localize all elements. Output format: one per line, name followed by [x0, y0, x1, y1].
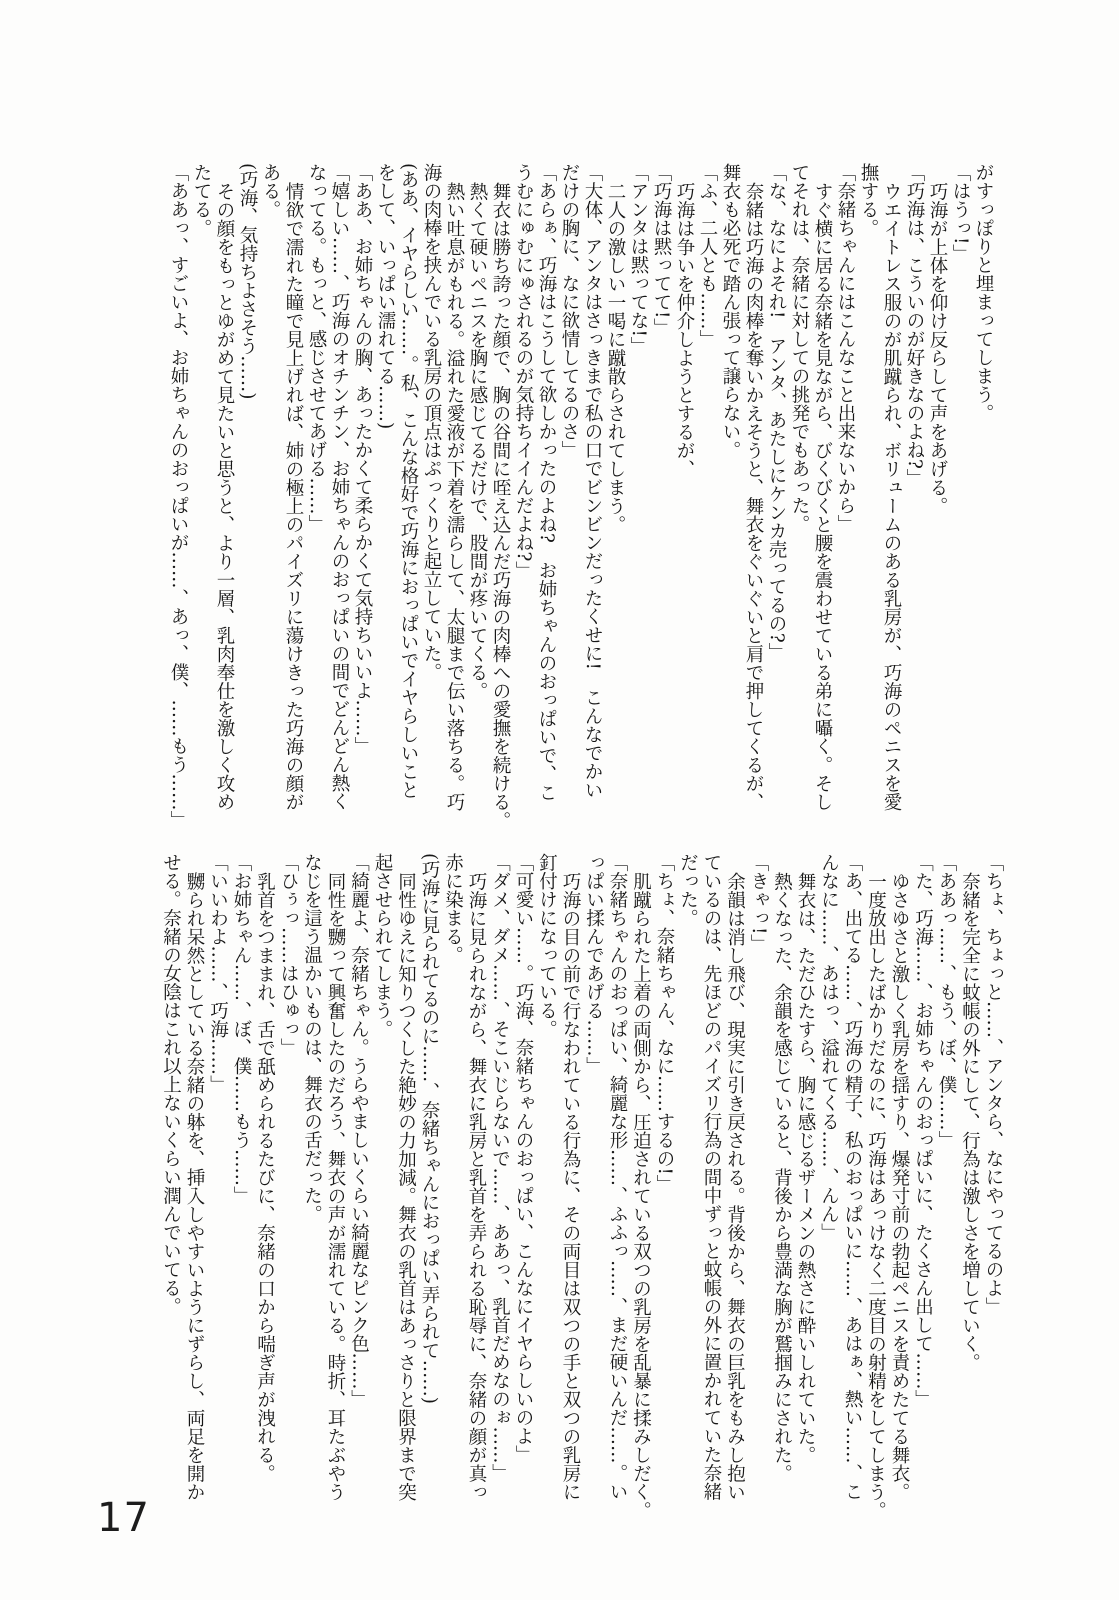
text-column: 熱くなった、余韻を感じていると、背後から豊満な胸が鷲掴みにされた。: [771, 871, 793, 1482]
text-column: てそれは、奈緒に対しての挑発でもあった。: [789, 163, 810, 533]
text-column: すぐ横に居る奈緒を見ながら、びくびくと腰を震わせている弟に囁く。そし: [812, 181, 833, 811]
text-column: 赤に染まる。: [442, 853, 464, 964]
text-column: 「きゃっ!」: [748, 853, 769, 953]
text-column: だった。: [677, 853, 699, 927]
text-column: 「大体、アンタはさっきまで私の口でビンビンだったくせに! こんなでかい: [582, 163, 603, 800]
text-column: 乳首をつままれ、舌で舐められるたびに、奈緒の口から喘ぎ声が洩れる。: [254, 871, 276, 1482]
text-column: (巧海に見られてるのに……、奈緒ちゃんにおっぱい弄られて……): [419, 853, 440, 1404]
text-column: 起させられてしまう。: [372, 853, 393, 1038]
text-column: をして、いっぱい濡れてる……): [375, 163, 396, 430]
text-column: 熱い吐息がもれる。溢れた愛液が下着を濡らして、太腿まで伝い落ちる。巧: [444, 181, 465, 811]
text-column: 「お姉ちゃん……、ぼ、僕……もう……」: [231, 853, 252, 1205]
text-column: 嬲られ呆然としている奈緒の躰を、挿入しやすいようにずらし、両足を開か: [184, 871, 205, 1501]
text-column: 余韻は消し飛び、現実に引き戻される。背後から、舞衣の巨乳をもみし抱い: [724, 871, 746, 1501]
text-column: ゆさゆさと激しく乳房を揺すり、爆発寸前の勃起ペニスを責めたてる舞衣。: [889, 871, 910, 1501]
text-column: 「綺麗よ、奈緒ちゃん。うらやましいくらい綺麗なピンク色……」: [348, 853, 370, 1408]
text-column: 奈緒は巧海の肉棒を奪いかえそうと、舞衣をぐいぐいと肩で押してくるが、: [743, 181, 764, 811]
text-column: その顔をもっとゆがめて見たいと思うと、より一層、乳肉奉仕を激しく攻め: [214, 181, 235, 811]
text-column: なってる。もっと、感じさせてあげる……」: [306, 163, 327, 533]
text-column: 舞衣も必死で踏ん張って譲らない。: [720, 163, 741, 459]
text-column: 「巧海は黙ってて!」: [651, 163, 672, 337]
text-column: 奈緒を完全に蚊帳の外にして、行為は激しさを増していく。: [959, 871, 981, 1371]
text-column: 釘付けになっている。: [536, 853, 558, 1038]
text-column: 「あ、出てる……、巧海の精子、私のおっぱいに……、あはぁ、熱い……、こ: [842, 853, 863, 1501]
text-column: 巧海に見られながら、舞衣に乳房と乳首を弄られる恥辱に、奈緒の顔が真っ: [466, 871, 487, 1501]
text-column: 「ああっ……、もう、ぼ、僕……」: [936, 853, 957, 1149]
text-column: 二人の激しい一喝に蹴散らされてしまう。: [605, 181, 626, 533]
text-column: 一度放出したばかりだなのに、巧海はあっけなく二度目の射精をしてしまう。: [865, 871, 887, 1519]
text-block-bottom: [159, 853, 1005, 1519]
text-column: 「可愛い……。巧海、奈緒ちゃんのおっぱい、こんなにイヤらしいのよ」: [513, 853, 534, 1464]
text-column: 情欲で濡れた瞳で見上げれば、姉の極上のパイズリに蕩けきった巧海の顔が: [283, 181, 304, 811]
text-column: 同性を嬲って興奮したのだろう、舞衣の声が濡れている。時折、耳たぶやう: [325, 871, 346, 1501]
text-column: だけの胸に、なに欲情してるのさ」: [559, 163, 580, 459]
text-column: 「アンタは黙ってな!」: [628, 163, 649, 356]
text-column: 「ひぅっ……はひゅっ」: [278, 853, 299, 1057]
text-column: 「た、巧海……、お姉ちゃんのおっぱいに、たくさん出して……」: [912, 853, 934, 1408]
text-column: 熱くて硬いペニスを胸に感じてるだけで、股間が疼いてくる。: [467, 181, 488, 700]
text-column: ているのは、先ほどのパイズリ行為の間中ずっと蚊帳の外に置かれていた奈緒: [701, 853, 722, 1501]
text-column: 「奈緒ちゃんにはこんなこと出来ないから」: [835, 163, 856, 533]
text-column: 肌蹴られた上着の両側から、圧迫されている双つの乳房を乱暴に揉みしだく。: [630, 871, 652, 1519]
text-column: たてる。: [191, 163, 212, 237]
text-column: 「ダメ、ダメ……、そこいじらないで……、ああっ、乳首だめなのぉ……」: [489, 853, 511, 1482]
text-column: 「あらぁ、巧海はこうして欲しかったのよね? お姉ちゃんのおっぱいで、こ: [536, 163, 557, 802]
text-column: 「ああ、お姉ちゃんの胸、あったかくて柔らかくて気持ちいいよ……」: [352, 163, 373, 755]
text-column: 舞衣は勝ち誇った顔で、胸の谷間に咥え込んだ巧海の肉棒への愛撫を続ける。: [490, 181, 511, 829]
text-column: 巧海の目の前で行なわれている行為に、その両目は双つの手と双つの乳房に: [560, 871, 581, 1501]
text-column: 舞衣は、ただひたすら、胸に感じるザーメンの熱さに酔いしれていた。: [795, 871, 816, 1464]
text-column: 「ちょ、奈緒ちゃん、なに……するの!」: [654, 853, 675, 1194]
text-column: 巧海は争いを仲介しようとするが、: [674, 181, 695, 478]
text-column: (ああ、イヤらしい……。私、こんな格好で巧海におっぱいでイヤらしいこと: [398, 163, 419, 800]
text-column: ある。: [260, 163, 281, 219]
page-number: 17: [97, 1495, 150, 1541]
text-column: がすっぽりと埋まってしまう。: [973, 163, 994, 422]
text-column: 巧海が上体を仰け反らして声をあげる。: [927, 181, 948, 515]
text-column: うむにゅむにゅされるのが気持ちイイんだよね?」: [513, 163, 534, 580]
text-column: んなに……、あはっ、溢れてくる……、んん」: [818, 853, 840, 1242]
text-column: 「いいわよ……、巧海……」: [207, 853, 229, 1094]
text-column: 「な、なによそれ! アンタ、あたしにケンカ売ってるの?」: [766, 163, 787, 662]
text-column: せる。奈緒の女陰はこれ以上ないくらい潤んでいてる。: [160, 853, 182, 1316]
text-column: っぱい揉んであげる……」: [583, 853, 605, 1075]
text-column: 「巧海は、こういのが好きなのよね?」: [904, 163, 925, 488]
text-column: 同性ゆえに知りつくした絶妙の力加減。舞衣の乳首はあっさりと限界まで突: [395, 871, 417, 1501]
text-column: ウエイトレス服のが肌蹴られ、ボリュームのある乳房が、巧海のペニスを愛: [881, 181, 902, 811]
text-column: 「奈緒ちゃんのおっぱい、綺麗な形……、ふふっ……、まだ硬いんだ……。い: [607, 853, 628, 1501]
text-column: なじを這う温かいものは、舞衣の舌だった。: [301, 853, 323, 1223]
text-column: 「嬉しい……、巧海のオチンチン、お姉ちゃんのおっぱいの間でどんどん熱く: [329, 163, 350, 811]
text-column: 海の肉棒を挟んでいる乳房の頂点はぷっくりと起立していた。: [421, 163, 442, 681]
text-column: 撫する。: [858, 163, 879, 237]
text-column: 「ちょ、ちょっと……、アンタら、なにやってるのよ」: [983, 853, 1004, 1316]
text-column: 「ふ、二人とも……」: [697, 163, 718, 348]
text-column: 「はうっ!」: [950, 163, 971, 263]
text-column: 「ああっ、すごいよ、お姉ちゃんのおっぱいが……、あっ、僕、……もう……」: [168, 163, 189, 829]
text-block-top: [167, 163, 995, 829]
text-column: (巧海、気持ちよさそう……): [237, 163, 258, 400]
